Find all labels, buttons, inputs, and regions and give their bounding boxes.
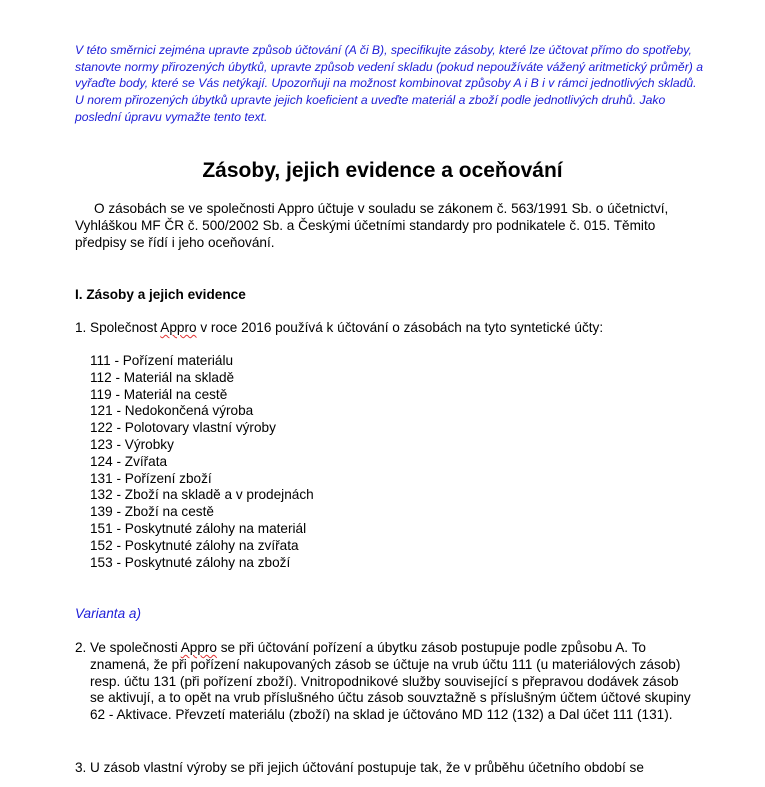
paragraph-number: 1. xyxy=(75,320,87,335)
intro-paragraph: O zásobách se ve společnosti Appro účtuje v souladu se zákonem č. 563/1991 Sb. o účetnictví, Vyhláškou MF ČR č. 500/2002 Sb. a Českými účetními standardy pro podnikatele č. 015. Těmito předpisy se řídí i jeho oceňování. xyxy=(75,201,669,250)
text-run: v roce 2016 používá k účtování o zásobách na tyto syntetické účty: xyxy=(196,320,604,335)
list-item: 131 - Pořízení zboží xyxy=(90,470,212,486)
text-run: se při účtování pořízení a úbytku zásob postupuje podle způsobu A. To znamená, že při pořízení nakupovaných zásob se účtuje na vrub účtu 111 (u materiálových zásob) resp. účtu 131 (při pořízení zboží). Vnitropodnikové služby související s přepravou dodávek zásob se aktivují, a to opět na vrub příslušného účtu zásob souvztažně s příslušným účtem účtové skupiny 62 - Aktivace. Převzetí materiálu (zboží) na sklad je účtováno MD 112 (132) a Dal účet 111 (131). xyxy=(90,640,691,723)
paragraph-1 xyxy=(75,320,695,337)
list-item: 119 - Materiál na cestě xyxy=(90,386,228,402)
section-heading: I. Zásoby a jejich evidence xyxy=(75,287,246,302)
list-item: 111 - Pořízení materiálu xyxy=(90,353,234,368)
list-item: 132 - Zboží na skladě a v prodejnách xyxy=(90,487,314,503)
paragraph-2 xyxy=(75,640,695,724)
document-title: Zásoby, jejich evidence a oceňování xyxy=(202,159,563,182)
accounts-list xyxy=(90,353,314,571)
paragraph-number: 2. xyxy=(75,640,87,655)
company-name: Appro xyxy=(180,640,217,655)
paragraph-body xyxy=(90,320,695,337)
variant-label: Varianta a) xyxy=(75,606,141,621)
paragraph-body xyxy=(90,640,695,724)
list-item: 121 - Nedokončená výroba xyxy=(90,403,254,419)
company-name: Appro xyxy=(160,320,197,335)
paragraph-3 xyxy=(75,760,695,777)
list-item: 153 - Poskytnuté zálohy na zboží xyxy=(90,554,291,570)
paragraph-body: U zásob vlastní výroby se při jejich účtování postupuje tak, že v průběhu účetního období se xyxy=(90,760,644,775)
list-item: 123 - Výrobky xyxy=(90,436,174,452)
instruction-note: V této směrnici zejména upravte způsob účtování (A či B), specifikujte zásoby, které lze účtovat přímo do spotřeby, stanovte normy přirozených úbytků, upravte způsob vedení skladu (pokud nepoužíváte vážený aritmetický průměr) a vyřaďte body, které se Vás netýkají. Upozorňuji na možnost kombinovat způsoby A i B i v rámci jednotlivých skladů. U norem přirozených úbytků upravte jejich koeficient a uveďte materiál a zboží podle jednotlivých druhů. Jako poslední úpravu vymažte tento text. xyxy=(75,43,703,124)
list-item: 151 - Poskytnuté zálohy na materiál xyxy=(90,520,307,536)
list-item: 112 - Materiál na skladě xyxy=(90,369,235,385)
text-run: Společnost xyxy=(90,320,161,335)
list-item: 139 - Zboží na cestě xyxy=(90,504,214,520)
list-item: 122 - Polotovary vlastní výroby xyxy=(90,420,276,436)
list-item: 152 - Poskytnuté zálohy na zvířata xyxy=(90,537,299,553)
text-run: Ve společnosti xyxy=(90,640,181,655)
paragraph-number: 3. xyxy=(75,760,87,775)
list-item: 124 - Zvířata xyxy=(90,453,168,469)
